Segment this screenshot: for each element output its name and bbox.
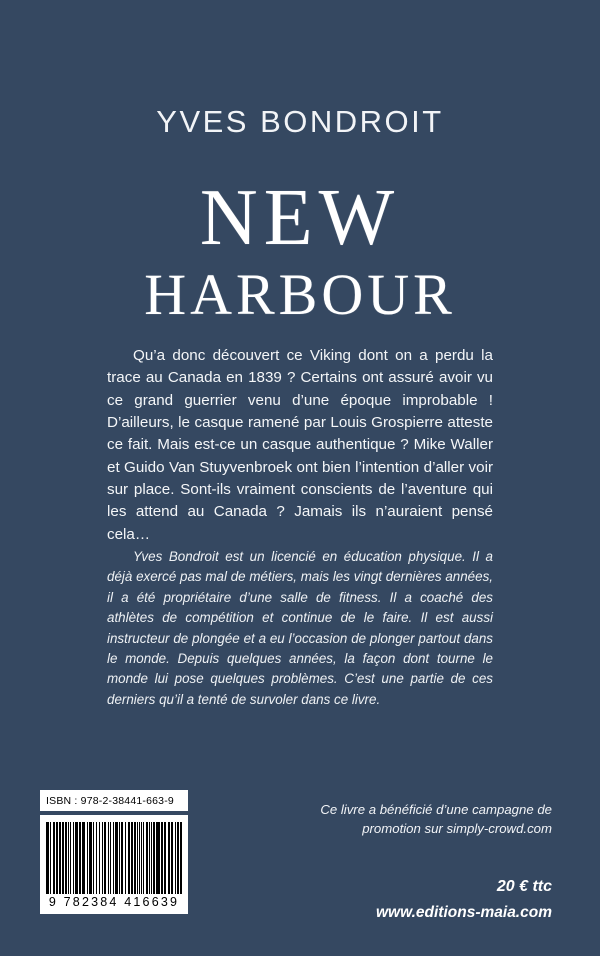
price-label: 20 € ttc <box>496 878 552 895</box>
isbn-label: ISBN : 978-2-38441-663-9 <box>40 790 188 811</box>
promo-text: Ce livre a bénéficié d’une campagne de promotion sur simply-crowd.com <box>320 802 552 837</box>
author-bio <box>107 547 493 710</box>
title-line-1: NEW <box>199 174 401 262</box>
bio-body: Yves Bondroit est un licencié en éducation physique. Il a déjà exercé pas mal de métiers, mais les vingt dernières années, il a été propriétaire d’une salle de fitness. Il a coaché des athlètes de compétition et continue de le faire. Il est aussi instructeur de plongée et a eu l’occasion de plonger partout dans le monde. Depuis quelques années, la façon dont tourne le monde lui pose quelques problèmes. C’est une partie de ces derniers qu’il a tenté de survoler dans ce livre. <box>107 549 493 707</box>
barcode-bars <box>46 822 182 894</box>
publisher-website: www.editions-maia.com <box>376 904 552 921</box>
isbn-block <box>40 790 188 914</box>
blurb-body: Qu’a donc découvert ce Viking dont on a perdu la trace au Canada en 1839 ? Certains ont assuré avoir vu ce grand guerrier venu d’une époque improbable ! D’ailleurs, le casque ramené par Louis Grospierre atteste ce fait. Mais est-ce un casque authentique ? Mike Waller et Guido Van Stuyvenbroek ont bien l’intention d’aller voir sur place. Sont-ils vraiment conscients de l’aventure qui les attend au Canada ? Jamais ils n’auraient pensé cela… <box>107 347 493 543</box>
title-line-2: HARBOUR <box>144 262 456 327</box>
author-name: YVES BONDROIT <box>156 104 444 139</box>
barcode-digits: 9 782384 416639 <box>48 895 180 909</box>
book-title <box>0 174 600 327</box>
barcode <box>40 815 188 914</box>
blurb-text <box>107 345 493 546</box>
